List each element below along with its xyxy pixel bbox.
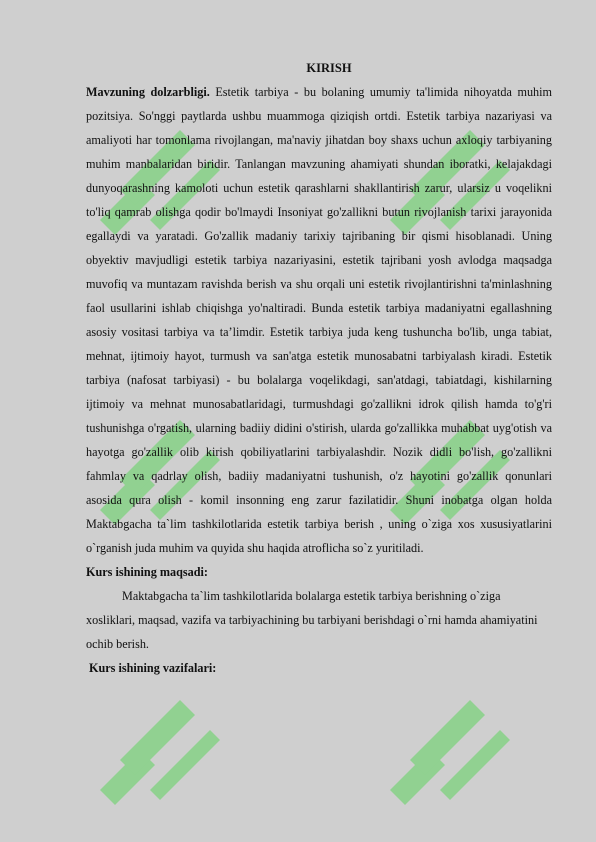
intro-paragraph <box>86 80 552 560</box>
document-body <box>86 56 552 680</box>
goal-paragraph: Maktabgacha ta`lim tashkilotlarida bolalarga estetik tarbiya berishning o`ziga xosliklari, maqsad, vazifa va tarbiyachining bu tarbiyani berishdagi o`rni hamda ahamiyatini ochib berish. <box>86 589 538 651</box>
goal-heading: Kurs ishining maqsadi: <box>86 565 208 579</box>
intro-text: Estetik tarbiya - bu bolaning umumiy ta'limida nihoyatda muhim pozitsiya. So'nggi paytlarda ushbu muammoga qiziqish ortdi. Estetik tarbiya nazariyasi va amaliyoti har tomonlama rivojlangan, ma'naviy jihatdan boy shaxs uchun axloqiy tarbiyaning muhim manbalaridan biridir. Tanlangan mavzuning ahamiyati shundan iboratki, kelajakdagi dunyoqarashning kamoloti uchun estetik qarashlarni shakllantirish zarur, ularsiz u voqelikni to'liq qamrab olishga qodir bo'lmaydi Insoniyat go'zallikni butun rivojlanish tarixi jarayonida egallaydi va yaratadi. Go'zallik madaniy tarixiy tajribaning bir qismi hisoblanadi. Uning obyektiv mavjudligi estetik tarbiya nazariyasini, estetik tajribani yosh avlodga maqsadga muvofiq va muntazam ravishda berish va shu orqali uni estetik rivojlantirishni ta'minlashning faol usullarini ishlab chiqishga yo'naltiradi. Bunda estetik tarbiya madaniyatni egallashning asosiy vositasi tarbiya va ta’limdir. Estetik tarbiya juda keng tushuncha bo'lib, unga tabiat, mehnat, ijtimoiy hayot, turmush va san'atga estetik munosabatni tarbiyalash kiradi. Estetik tarbiya (nafosat tarbiyasi) - bu bolalarga voqelikdagi, san'atdagi, tabiatdagi, kishilarning ijtimoiy va mehnat munosabatlaridagi, turmushdagi go'zallikni idrok qilish hamda to'g'ri tushunishga o'rgatish, ularning badiiy didini o'stirish, ularda go'zallikka muhabbat uyg'otish va hayotga go'zallik olib kirish qobiliyatlarini tarbiyalashdir. Nozik didli bo'lish, go'zallikni fahmlay va qadrlay olish, badiiy madaniyatni tushunish, o'z hayotini go'zallik qonunlari asosida qura olish - komil insonning eng zarur fazilatidir. Shuni inobatga olgan holda Maktabgacha ta`lim tashkilotlarida estetik tarbiya berish , uning o`ziga xos xususiyatlarini o`rganish juda muhim va quyida shu haqida atroflicha so`z yuritiladi. <box>86 85 553 555</box>
page-title: KIRISH <box>306 61 352 75</box>
intro-label: Mavzuning dolzarbligi. <box>86 85 210 99</box>
tasks-heading: Kurs ishining vazifalari: <box>89 661 217 675</box>
